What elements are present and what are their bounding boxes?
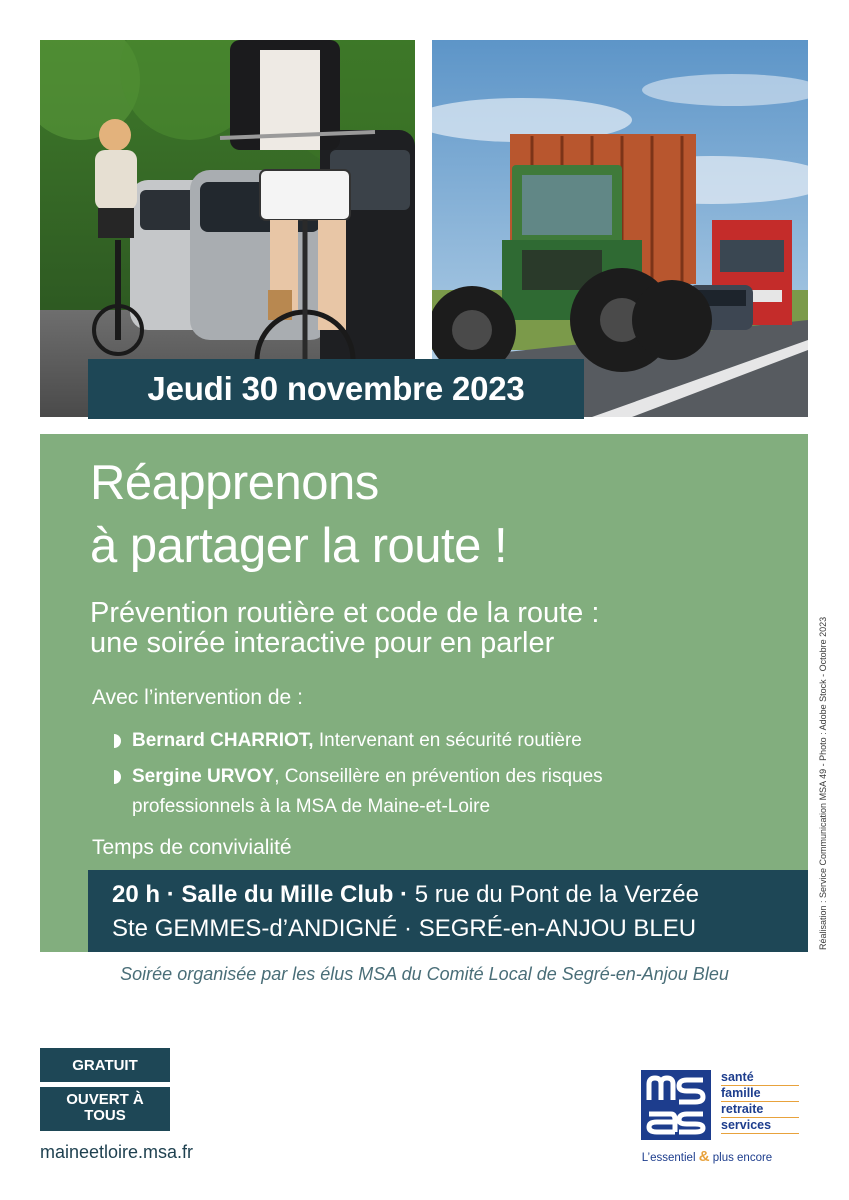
- msa-logo: [641, 1070, 801, 1170]
- speaker-item: [114, 762, 603, 822]
- photo-credit: Réalisation : Service Communication MSA 49 - Photo : Adobe Stock - Octobre 2023: [818, 616, 828, 950]
- logo-word: famille: [721, 1086, 799, 1102]
- slogan-part: plus encore: [709, 1152, 773, 1164]
- event-title: [90, 452, 507, 578]
- open-badge-line2: TOUS: [84, 1107, 126, 1124]
- msa-logo-mark: [641, 1070, 711, 1140]
- venue-time-place: 20 h · Salle du Mille Club ·: [112, 881, 409, 908]
- website-link[interactable]: maineetloire.msa.fr: [40, 1142, 194, 1162]
- speaker-role-line2: professionnels à la MSA de Maine-et-Loire: [132, 796, 491, 817]
- speakers-intro: Avec l’intervention de :: [92, 686, 303, 709]
- event-date: Jeudi 30 novembre 2023: [147, 370, 525, 407]
- event-info-panel: [40, 434, 808, 952]
- msa-slogan: [607, 1148, 807, 1165]
- open-badge-line1: OUVERT À: [66, 1091, 144, 1108]
- logo-word: services: [721, 1118, 799, 1134]
- logo-word: retraite: [721, 1102, 799, 1118]
- event-title-line2: à partager la route !: [90, 519, 508, 573]
- speaker-role-line1: , Conseillère en prévention des risques: [274, 766, 603, 787]
- speaker-item: [114, 726, 582, 756]
- speaker-role: Intervenant en sécurité routière: [318, 730, 582, 751]
- speaker-name: Bernard CHARRIOT,: [132, 730, 314, 751]
- free-badge-label: GRATUIT: [72, 1056, 138, 1074]
- open-to-all-badge: [40, 1087, 170, 1131]
- msa-logo-words: [721, 1070, 799, 1134]
- venue-town: Ste GEMMES-d’ANDIGNÉ · SEGRÉ-en-ANJOU BLEU: [112, 915, 697, 942]
- speaker-name: Sergine URVOY: [132, 766, 275, 787]
- event-subtitle-line1: Prévention routière et code de la route :: [90, 597, 600, 629]
- event-title-line1: Réapprenons: [90, 456, 379, 510]
- logo-word: santé: [721, 1070, 799, 1086]
- venue-banner: [88, 870, 808, 952]
- slogan-ampersand: &: [698, 1148, 710, 1165]
- venue-address: 5 rue du Pont de la Verzée: [408, 881, 699, 908]
- half-circle-bullet-icon: [114, 770, 124, 784]
- slogan-part: L’essentiel: [641, 1152, 699, 1164]
- event-date-banner: [88, 359, 584, 419]
- event-subtitle: [90, 598, 599, 658]
- half-circle-bullet-icon: [114, 734, 124, 748]
- organisers-note: Soirée organisée par les élus MSA du Comité Local de Segré-en-Anjou Bleu: [120, 964, 729, 984]
- event-subtitle-line2: une soirée interactive pour en parler: [90, 627, 555, 659]
- free-badge: [40, 1048, 170, 1082]
- convivial-time: Temps de convivialité: [92, 836, 292, 859]
